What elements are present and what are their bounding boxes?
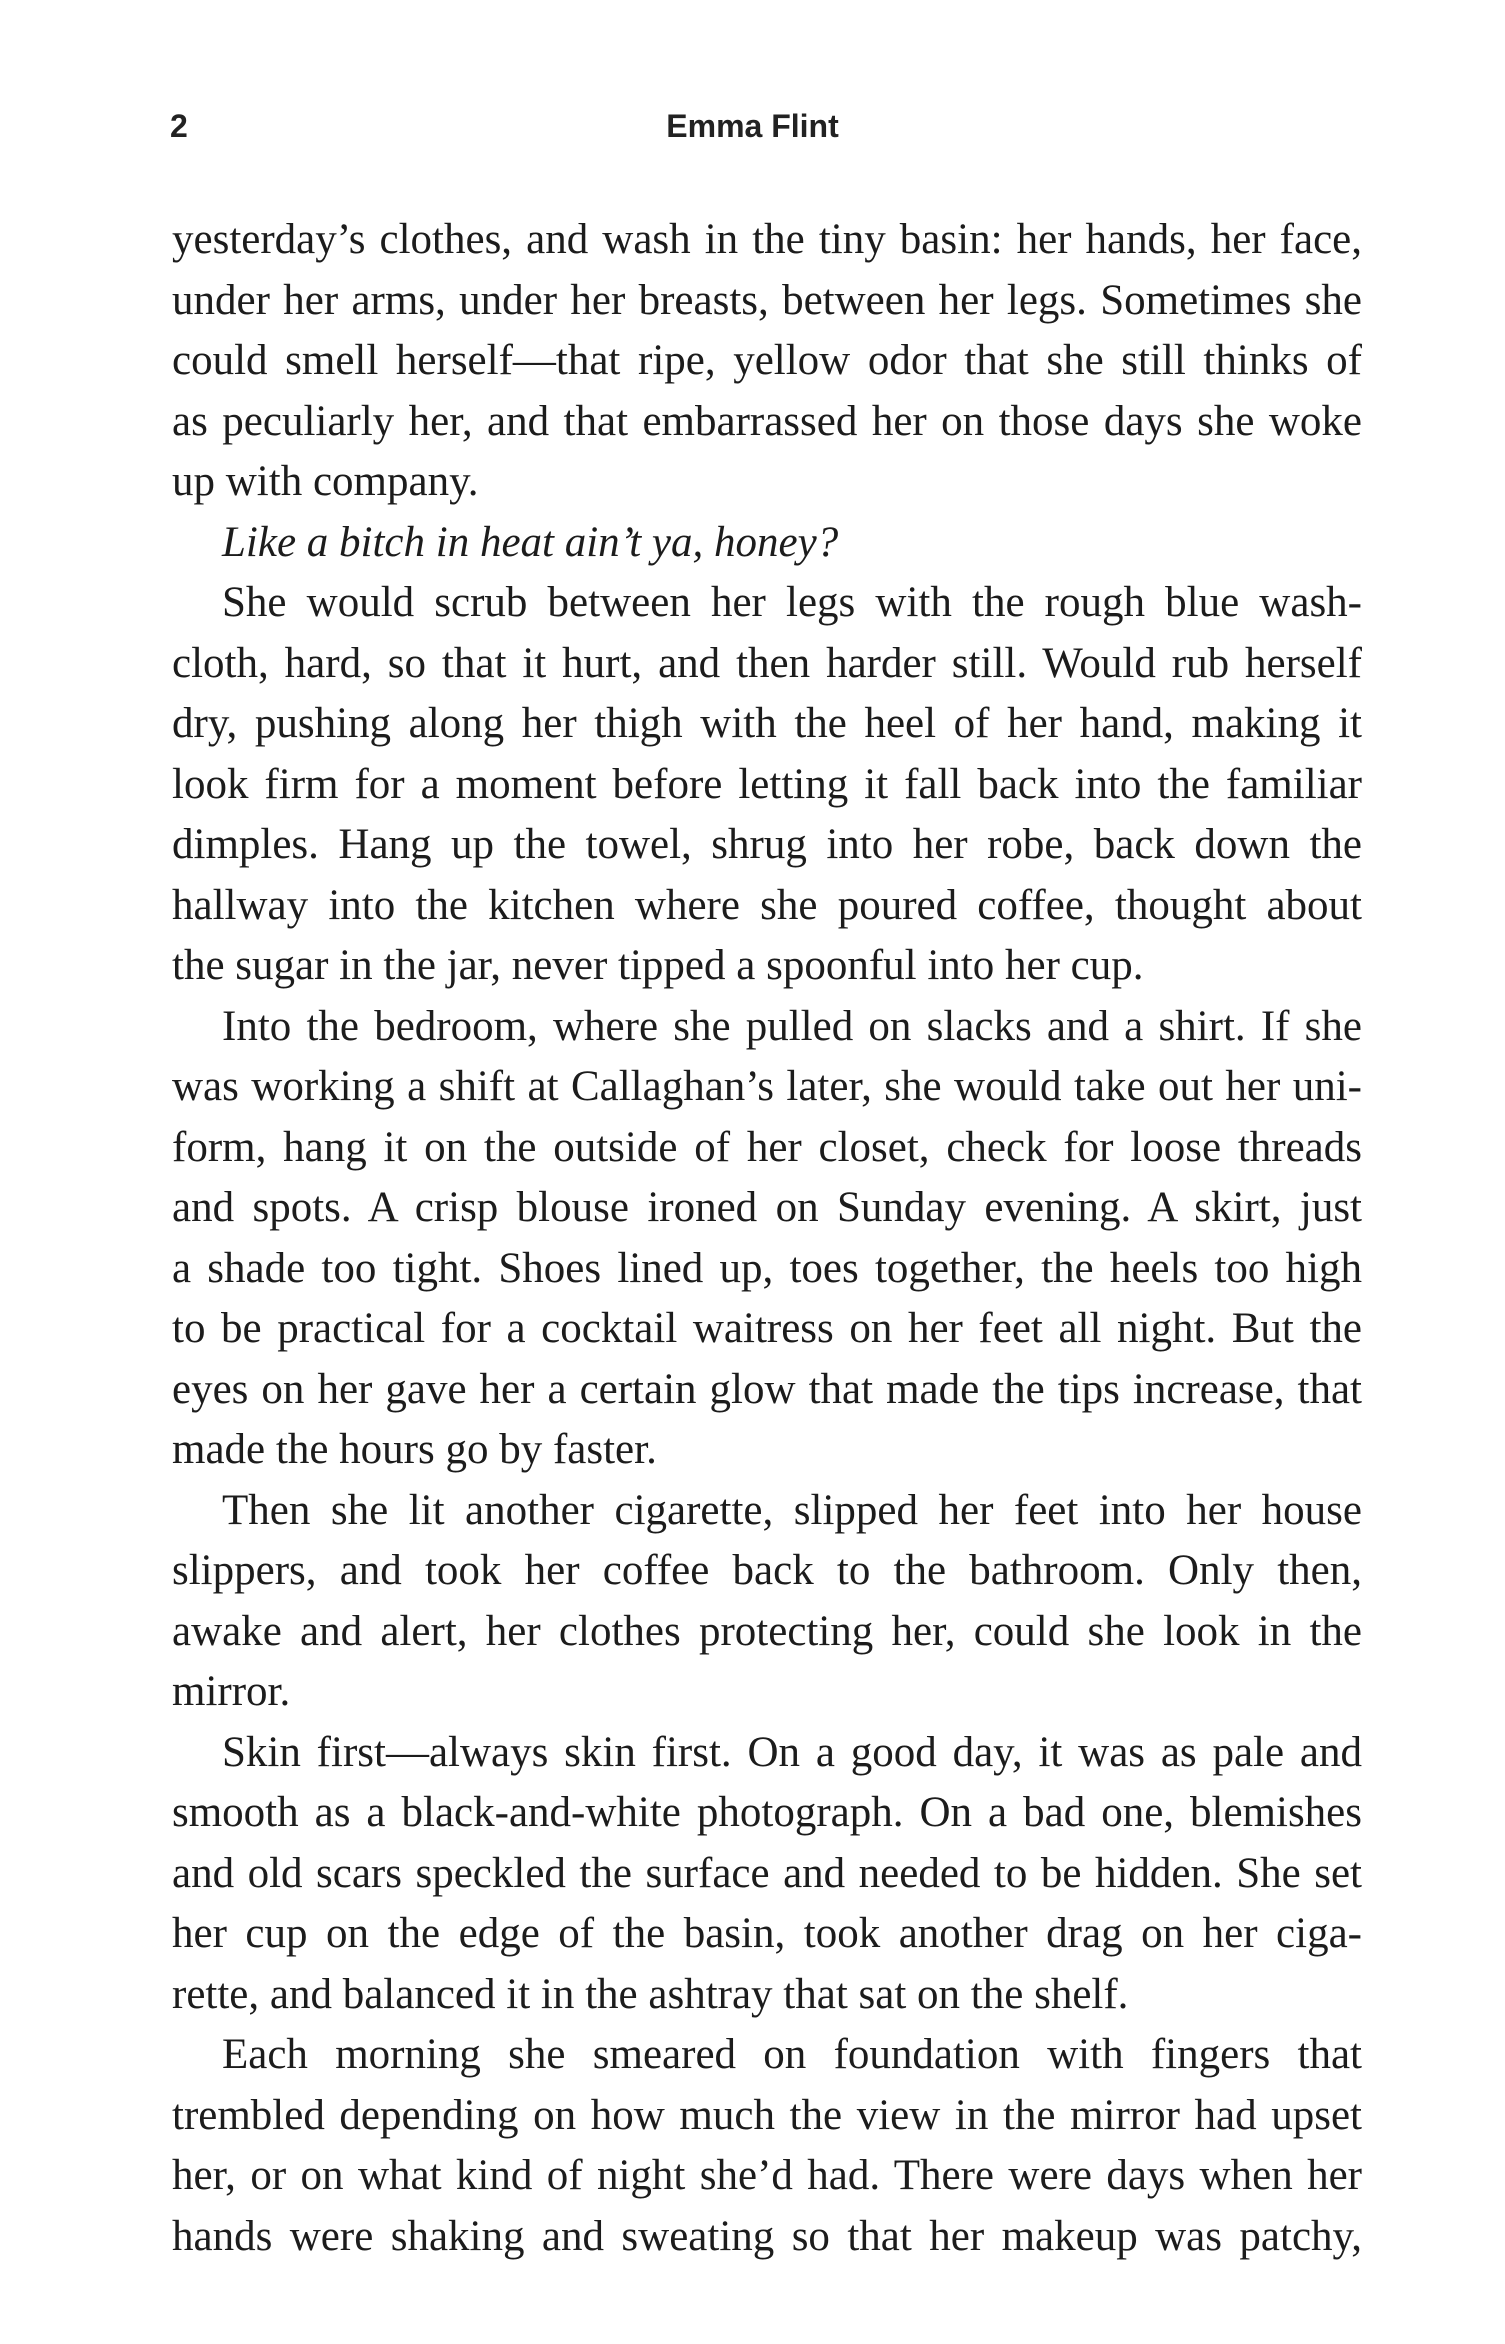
text-line: and old scars speckled the surface and needed to be hidden. She set [172,1849,1362,1897]
text-line: under her arms, under her breasts, between her legs. Sometimes she [172,276,1362,324]
text-line: a shade too tight. Shoes lined up, toes together, the heels too high [172,1244,1362,1292]
text-line: form, hang it on the outside of her closet, check for loose threads [172,1123,1362,1171]
text-line: Into the bedroom, where she pulled on slacks and a shirt. If she [222,1002,1362,1050]
page-header [0,98,1505,158]
text-line: rette, and balanced it in the ashtray that sat on the shelf. [172,1970,1129,2018]
italic-dialogue-line: Like a bitch in heat ain’t ya, honey? [222,518,839,566]
text-line: up with company. [172,458,479,505]
text-line: hallway into the kitchen where she poured coffee, thought about [172,881,1362,929]
text-line: dry, pushing along her thigh with the heel of her hand, making it [172,700,1362,747]
text-line: could smell herself—that ripe, yellow odor that she still thinks of [172,337,1362,384]
text-line: and spots. A crisp blouse ironed on Sunday evening. A skirt, just [172,1184,1362,1231]
text-line: her, or on what kind of night she’d had. There were days when her [172,2152,1362,2199]
text-line: smooth as a black-and-white photograph. On a bad one, blemishes [172,1789,1362,1836]
text-line: dimples. Hang up the towel, shrug into her robe, back down the [172,821,1362,868]
text-line: look firm for a moment before letting it fall back into the familiar [172,760,1362,808]
text-line: the sugar in the jar, never tipped a spoonful into her cup. [172,942,1144,989]
text-line: her cup on the edge of the basin, took another drag on her ciga- [172,1910,1362,1957]
text-line: was working a shift at Callaghan’s later, she would take out her uni- [172,1063,1362,1110]
text-line: She would scrub between her legs with the rough blue wash- [222,579,1362,626]
page-number: 2 [170,108,188,144]
text-line: yesterday’s clothes, and wash in the tiny basin: her hands, her face, [172,216,1362,263]
text-line: Each morning she smeared on foundation with fingers that [222,2031,1362,2078]
text-line: as peculiarly her, and that embarrassed her on those days she woke [172,397,1362,445]
text-line: eyes on her gave her a certain glow that made the tips increase, that [172,1365,1362,1413]
running-head-author: Emma Flint [666,108,839,144]
text-line: to be practical for a cocktail waitress on her feet all night. But the [172,1305,1362,1352]
text-line: trembled depending on how much the view in the mirror had upset [172,2091,1362,2139]
text-line: awake and alert, her clothes protecting her, could she look in the [172,1607,1362,1655]
text-line: made the hours go by faster. [172,1426,657,1473]
text-line: Skin first—always skin first. On a good day, it was as pale and [222,1728,1362,1776]
body-text [172,210,1362,2267]
text-line: Then she lit another cigarette, slipped her feet into her house [222,1486,1362,1534]
text-line: slippers, and took her coffee back to the bathroom. Only then, [172,1547,1362,1594]
text-line: hands were shaking and sweating so that her makeup was patchy, [172,2212,1362,2260]
text-line: cloth, hard, so that it hurt, and then harder still. Would rub herself [172,639,1362,687]
text-line: mirror. [172,1668,291,1715]
